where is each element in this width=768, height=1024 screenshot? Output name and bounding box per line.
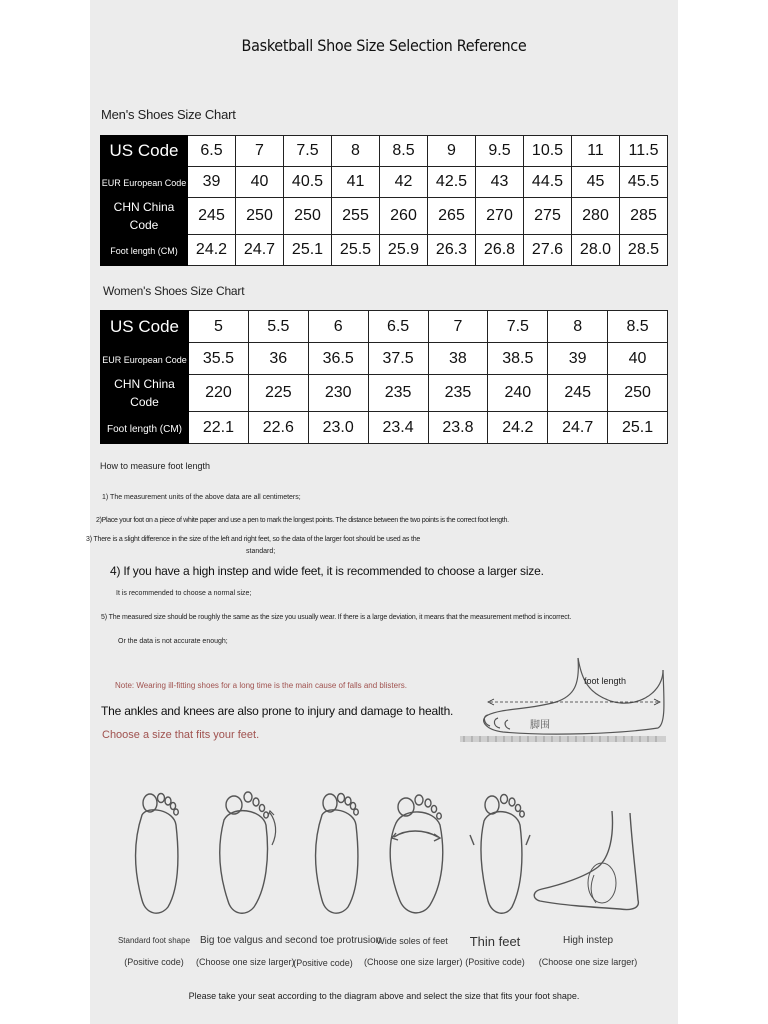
table-cell: 255	[332, 198, 380, 235]
footer-instruction: Please take your seat according to the diagram above and select the size that fits your foot shape.	[188, 991, 580, 1001]
row-header: EUR European Code	[101, 167, 188, 198]
foot-shape-illustrations	[120, 785, 660, 925]
row-header: Foot length (CM)	[101, 412, 189, 444]
measure-item-5b: Or the data is not accurate enough;	[118, 638, 228, 645]
warning-line-2: The ankles and knees are also prone to injury and damage to health.	[101, 704, 454, 718]
table-cell: 6.5	[368, 311, 428, 343]
table-cell: 250	[284, 198, 332, 235]
table-cell: 42	[380, 167, 428, 198]
table-cell: 23.8	[428, 412, 488, 444]
table-cell: 6.5	[188, 136, 236, 167]
foot-shape-advice: (Choose one size larger)	[538, 957, 638, 967]
foot-length-diagram	[458, 650, 668, 750]
table-cell: 240	[488, 375, 548, 412]
table-cell: 24.7	[236, 235, 284, 266]
foot-shape-advice: (Choose one size larger)	[196, 957, 295, 967]
page-title: Basketball Shoe Size Selection Reference	[241, 36, 527, 55]
foot-shape-advice: (Positive code)	[293, 958, 353, 968]
table-cell: 7.5	[488, 311, 548, 343]
ruler-label: 脚围	[530, 720, 550, 731]
table-cell: 28.0	[572, 235, 620, 266]
men-size-table	[100, 135, 668, 266]
table-cell: 9.5	[476, 136, 524, 167]
table-cell: 280	[572, 198, 620, 235]
measure-item-3b: standard;	[246, 548, 276, 555]
table-cell: 11	[572, 136, 620, 167]
table-cell: 35.5	[189, 343, 249, 375]
table-cell: 37.5	[368, 343, 428, 375]
table-cell: 7	[428, 311, 488, 343]
table-cell: 24.7	[548, 412, 608, 444]
measure-item-1: 1) The measurement units of the above data are all centimeters;	[102, 494, 301, 501]
foot-shape-advice: (Choose one size larger)	[364, 957, 463, 967]
table-cell: 38	[428, 343, 488, 375]
table-cell: 7.5	[284, 136, 332, 167]
table-cell: 285	[620, 198, 668, 235]
foot-shape-name: Standard foot shape	[117, 936, 191, 945]
table-cell: 27.6	[524, 235, 572, 266]
row-header: Foot length (CM)	[101, 235, 188, 266]
table-cell: 43	[476, 167, 524, 198]
men-row-foot-length	[101, 235, 668, 266]
table-cell: 7	[236, 136, 284, 167]
table-cell: 40	[608, 343, 668, 375]
measure-item-5: 5) The measured size should be roughly the same as the size you usually wear. If there is a large deviation, it means that the measurement method is incorrect.	[101, 614, 572, 621]
table-cell: 5.5	[248, 311, 308, 343]
table-cell: 26.3	[428, 235, 476, 266]
table-cell: 9	[428, 136, 476, 167]
men-chart-label: Men's Shoes Size Chart	[101, 107, 236, 122]
table-cell: 36	[248, 343, 308, 375]
table-cell: 42.5	[428, 167, 476, 198]
row-header: US Code	[101, 136, 188, 167]
men-row-us	[101, 136, 668, 167]
standard-foot-icon	[136, 794, 179, 914]
wide-sole-foot-icon	[390, 795, 443, 913]
table-cell: 22.1	[189, 412, 249, 444]
women-chart-label: Women's Shoes Size Chart	[103, 284, 245, 298]
measure-heading: How to measure foot length	[100, 461, 211, 471]
table-cell: 28.5	[620, 235, 668, 266]
table-cell: 220	[189, 375, 249, 412]
foot-shape-name: High instep	[562, 935, 614, 946]
table-cell: 26.8	[476, 235, 524, 266]
table-cell: 23.0	[308, 412, 368, 444]
foot-shape-name: Big toe valgus and second toe protrusion	[200, 935, 382, 946]
table-cell: 230	[308, 375, 368, 412]
measure-item-4: 4) If you have a high instep and wide feet, it is recommended to choose a larger size.	[110, 564, 544, 578]
table-cell: 265	[428, 198, 476, 235]
foot-shape-advice: (Positive code)	[465, 957, 525, 967]
table-cell: 8	[332, 136, 380, 167]
table-cell: 235	[428, 375, 488, 412]
women-row-chn	[101, 375, 668, 412]
table-cell: 250	[236, 198, 284, 235]
table-cell: 245	[548, 375, 608, 412]
table-cell: 5	[189, 311, 249, 343]
high-instep-foot-icon	[534, 811, 638, 910]
table-cell: 25.9	[380, 235, 428, 266]
foot-shape-name: Wide soles of feet	[376, 936, 448, 946]
table-cell: 25.1	[284, 235, 332, 266]
table-cell: 38.5	[488, 343, 548, 375]
table-cell: 225	[248, 375, 308, 412]
table-cell: 8	[548, 311, 608, 343]
women-size-table	[100, 310, 668, 444]
measure-item-3: 3) There is a slight difference in the size of the left and right feet, so the data of the larger foot should be used as the	[86, 536, 421, 543]
measure-item-2: 2)Place your foot on a piece of white paper and use a pen to mark the longest points. The distance between the two points is the correct foot length.	[96, 517, 509, 524]
men-row-eur	[101, 167, 668, 198]
table-cell: 250	[608, 375, 668, 412]
table-cell: 275	[524, 198, 572, 235]
men-row-chn	[101, 198, 668, 235]
table-cell: 260	[380, 198, 428, 235]
foot-shape-advice: (Positive code)	[124, 957, 184, 967]
table-cell: 245	[188, 198, 236, 235]
table-cell: 41	[332, 167, 380, 198]
table-cell: 235	[368, 375, 428, 412]
row-header: CHN China Code	[101, 198, 188, 235]
table-cell: 44.5	[524, 167, 572, 198]
table-cell: 45.5	[620, 167, 668, 198]
table-cell: 270	[476, 198, 524, 235]
women-row-us	[101, 311, 668, 343]
table-cell: 6	[308, 311, 368, 343]
table-cell: 39	[188, 167, 236, 198]
table-cell: 40	[236, 167, 284, 198]
table-cell: 8.5	[608, 311, 668, 343]
row-header: CHN China Code	[101, 375, 189, 412]
thin-foot-icon	[470, 795, 530, 914]
table-cell: 22.6	[248, 412, 308, 444]
table-cell: 39	[548, 343, 608, 375]
table-cell: 25.1	[608, 412, 668, 444]
table-cell: 24.2	[188, 235, 236, 266]
warning-line-3: Choose a size that fits your feet.	[102, 729, 260, 741]
women-row-eur	[101, 343, 668, 375]
foot-shape-name: Thin feet	[469, 934, 521, 949]
table-cell: 25.5	[332, 235, 380, 266]
warning-note: Note: Wearing ill-fitting shoes for a long time is the main cause of falls and blisters.	[115, 681, 407, 690]
row-header: US Code	[101, 311, 189, 343]
table-cell: 45	[572, 167, 620, 198]
row-header: EUR European Code	[101, 343, 189, 375]
foot-length-label: foot length	[584, 676, 627, 686]
measure-item-4b: It is recommended to choose a normal size;	[116, 590, 252, 597]
table-cell: 23.4	[368, 412, 428, 444]
table-cell: 10.5	[524, 136, 572, 167]
table-cell: 36.5	[308, 343, 368, 375]
table-cell: 11.5	[620, 136, 668, 167]
women-row-foot-length	[101, 412, 668, 444]
table-cell: 8.5	[380, 136, 428, 167]
table-cell: 40.5	[284, 167, 332, 198]
standard-foot-icon	[316, 794, 359, 914]
table-cell: 24.2	[488, 412, 548, 444]
hallux-valgus-foot-icon	[220, 792, 276, 913]
